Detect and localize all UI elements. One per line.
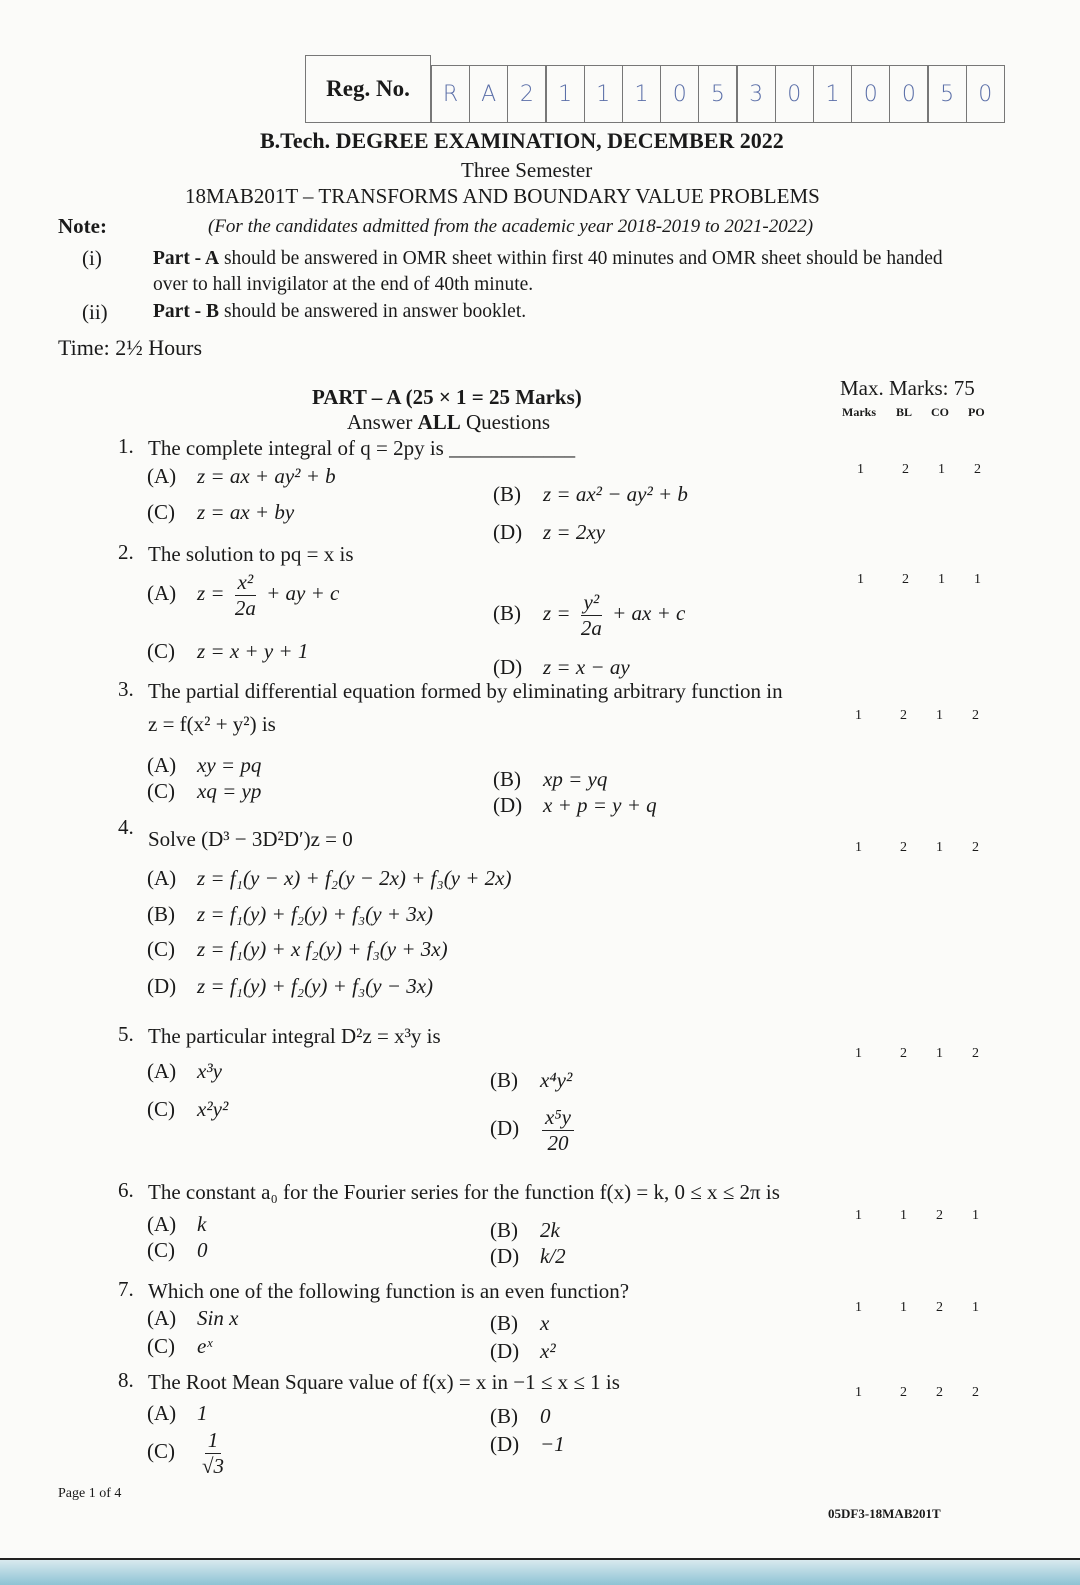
option-expression [197, 1428, 229, 1478]
option-d [490, 1105, 576, 1156]
marks-value: 1 [855, 1208, 862, 1223]
co-value: 1 [938, 462, 945, 477]
option-label: (A) [147, 1306, 177, 1330]
note-i-line1: should be answered in OMR sheet within first 40 minutes and OMR sheet should be handed [219, 248, 943, 269]
option-label: (D) [493, 655, 523, 679]
option-label: (C) [147, 937, 175, 961]
option-label: (A) [147, 866, 177, 890]
option-text: x³y [197, 1059, 222, 1083]
option-expression [540, 1105, 576, 1155]
col-marks: Marks [842, 405, 876, 419]
option-label: (B) [493, 482, 521, 506]
option-label: (C) [147, 1238, 175, 1262]
option-a [147, 1306, 238, 1331]
option-d [490, 1339, 556, 1364]
question-number: 6. [118, 1178, 134, 1202]
option-text: −1 [540, 1432, 565, 1456]
option-text: x⁴y² [540, 1068, 573, 1092]
fraction [542, 1105, 574, 1156]
expr-prefix: z = [197, 581, 230, 606]
option-label: (A) [147, 1212, 177, 1236]
admitted-note: (For the candidates admitted from the academic year 2018-2019 to 2021-2022) [208, 216, 814, 237]
option-b [493, 590, 685, 641]
question-text: The particular integral D²z = x³y is [148, 1024, 441, 1048]
co-value: 1 [936, 840, 943, 855]
option-text: x²y² [197, 1097, 229, 1121]
reg-digit: 0 [851, 65, 890, 123]
option-a [147, 1401, 208, 1426]
col-po: PO [968, 405, 985, 419]
instruction-pre: Answer [347, 410, 418, 434]
reg-digit: 5 [698, 65, 737, 123]
option-b [493, 482, 688, 507]
option-label: (C) [147, 500, 175, 524]
denominator: 2a [234, 596, 256, 620]
option-b [490, 1311, 549, 1336]
option-text: z = f₁(y) + f₂(y) + f₃(y − 3x) [197, 974, 434, 998]
option-c [147, 639, 308, 664]
option-label: (D) [493, 793, 523, 817]
option-label: (D) [490, 1432, 520, 1456]
numerator: x² [235, 570, 257, 596]
marks-value: 1 [857, 462, 864, 477]
option-b [493, 767, 607, 792]
option-d [490, 1432, 565, 1457]
po-value: 2 [974, 462, 981, 477]
option-text: xy = pq [197, 753, 262, 777]
option-c [147, 937, 448, 962]
numerator: x⁵y [542, 1105, 574, 1131]
option-label: (D) [147, 974, 177, 998]
bl-value: 2 [900, 840, 907, 855]
option-text: 1 [197, 1401, 208, 1425]
option-label: (C) [147, 1097, 175, 1121]
option-c [147, 1238, 208, 1263]
option-label: (A) [147, 753, 177, 777]
option-text: z = 2xy [543, 520, 605, 544]
option-text: z = ax + by [197, 500, 295, 524]
bl-value: 2 [900, 708, 907, 723]
reg-digit: 5 [928, 65, 967, 123]
option-text: x² [540, 1339, 556, 1363]
expr-suffix: + ay + c [260, 581, 340, 606]
bl-value: 2 [902, 462, 909, 477]
col-co: CO [931, 405, 949, 419]
option-text: eˣ [197, 1334, 213, 1358]
option-label: (C) [147, 779, 175, 803]
question-number: 7. [118, 1277, 134, 1301]
option-label: (B) [493, 767, 521, 791]
option-d [490, 1244, 566, 1269]
reg-no-box [305, 55, 1005, 125]
option-a [147, 866, 512, 891]
option-c [147, 500, 294, 525]
option-label: (A) [147, 1059, 177, 1083]
page-number: Page 1 of 4 [58, 1486, 122, 1501]
option-c [147, 1334, 212, 1359]
option-label: (C) [147, 639, 175, 663]
bl-value: 2 [902, 572, 909, 587]
option-label: (A) [147, 581, 177, 606]
question-number: 5. [118, 1022, 134, 1046]
fraction [232, 570, 259, 621]
option-label: (B) [490, 1404, 518, 1428]
course-title: 18MAB201T – TRANSFORMS AND BOUNDARY VALUE PROBLEMS [185, 184, 820, 208]
note-label: Note: [58, 214, 107, 238]
question-text: The Root Mean Square value of f(x) = x in −1 ≤ x ≤ 1 is [148, 1370, 620, 1394]
reg-digit: R [431, 65, 470, 123]
option-expression [197, 570, 340, 620]
reg-digit: 0 [775, 65, 814, 123]
co-value: 1 [938, 572, 945, 587]
question-text: Solve (D³ − 3D²D′)z = 0 [148, 827, 353, 851]
co-value: 2 [936, 1208, 943, 1223]
option-expression [543, 590, 686, 640]
po-value: 2 [972, 1046, 979, 1061]
option-a [147, 570, 339, 621]
po-value: 1 [972, 1208, 979, 1223]
col-bl: BL [896, 405, 913, 419]
option-text: x [540, 1311, 550, 1335]
denominator: 20 [547, 1131, 569, 1155]
marks-value: 1 [855, 1046, 862, 1061]
question-text: The constant a₀ for the Fourier series for the function f(x) = k, 0 ≤ x ≤ 2π is [148, 1180, 780, 1204]
question-number: 2. [118, 540, 134, 564]
option-a [147, 1059, 222, 1084]
option-d [493, 793, 657, 818]
note-i-number: (i) [82, 246, 102, 270]
question-text: The solution to pq = x is [148, 542, 354, 566]
option-text: z = f₁(y) + f₂(y) + f₃(y + 3x) [197, 902, 434, 926]
option-text: 2k [540, 1218, 560, 1242]
question-number: 8. [118, 1368, 134, 1392]
fraction [578, 590, 605, 641]
reg-digit: 3 [737, 65, 776, 123]
option-label: (B) [493, 601, 521, 626]
note-i-line2: over to hall invigilator at the end of 40th minute. [153, 274, 534, 295]
max-marks: Max. Marks: 75 [840, 376, 975, 400]
option-label: (C) [147, 1439, 175, 1464]
part-title: PART – A (25 × 1 = 25 Marks) [312, 385, 582, 409]
numerator: 1 [205, 1428, 222, 1454]
option-text: 0 [540, 1404, 551, 1428]
scan-strip [0, 1560, 1080, 1585]
question-text: Which one of the following function is an even function? [148, 1279, 630, 1303]
bl-value: 1 [900, 1300, 907, 1315]
option-label: (D) [490, 1116, 520, 1141]
note-ii [153, 301, 526, 323]
po-value: 2 [972, 840, 979, 855]
co-value: 2 [936, 1385, 943, 1400]
question-text: The complete integral of q = 2py is ____________ [148, 436, 576, 460]
option-text: k [197, 1212, 207, 1236]
denominator: 2a [580, 616, 602, 640]
note-ii-number: (ii) [82, 300, 108, 324]
expr-prefix: z = [543, 601, 576, 626]
question-number: 4. [118, 815, 134, 839]
reg-no-label: Reg. No. [305, 55, 431, 123]
denominator: √3 [202, 1454, 225, 1478]
option-text: z = ax + ay² + b [197, 464, 336, 488]
numerator: y² [581, 590, 603, 616]
option-label: (D) [490, 1339, 520, 1363]
option-label: (A) [147, 1401, 177, 1425]
marks-value: 1 [855, 840, 862, 855]
po-value: 1 [974, 572, 981, 587]
reg-digit: 2 [507, 65, 546, 123]
option-text: z = x − ay [543, 655, 630, 679]
option-text: Sin x [197, 1306, 239, 1330]
question-text: The partial differential equation formed by eliminating arbitrary function in [148, 679, 783, 703]
option-a [147, 464, 336, 489]
fraction [199, 1428, 227, 1479]
semester: Three Semester [461, 158, 593, 182]
po-value: 1 [972, 1300, 979, 1315]
reg-digit: 0 [889, 65, 928, 123]
option-text: z = f₁(y) + x f₂(y) + f₃(y + 3x) [197, 937, 448, 961]
option-c [147, 1428, 229, 1479]
option-d [147, 974, 433, 999]
exam-title: B.Tech. DEGREE EXAMINATION, DECEMBER 2022 [260, 128, 784, 153]
instruction-bold: ALL [417, 410, 461, 434]
option-c [147, 779, 261, 804]
question-number: 1. [118, 434, 134, 458]
po-value: 2 [972, 708, 979, 723]
option-d [493, 655, 630, 680]
reg-digit: 0 [966, 65, 1005, 123]
co-value: 1 [936, 1046, 943, 1061]
expr-suffix: + ax + c [606, 601, 686, 626]
option-label: (B) [147, 902, 175, 926]
co-value: 2 [936, 1300, 943, 1315]
bl-value: 2 [900, 1385, 907, 1400]
reg-digit: 1 [584, 65, 623, 123]
question-text: z = f(x² + y²) is [148, 712, 276, 736]
note-i [153, 248, 943, 270]
reg-digit: 1 [546, 65, 585, 123]
option-a [147, 1212, 206, 1237]
option-d [493, 520, 605, 545]
bl-value: 1 [900, 1208, 907, 1223]
marks-value: 1 [857, 572, 864, 587]
paper-code: 05DF3-18MAB201T [828, 1506, 941, 1521]
option-text: 0 [197, 1238, 208, 1262]
option-label: (B) [490, 1218, 518, 1242]
option-text: z = ax² − ay² + b [543, 482, 688, 506]
note-i-bold: Part - A [153, 248, 220, 269]
bl-value: 2 [900, 1046, 907, 1061]
instruction-post: Questions [460, 410, 551, 434]
note-ii-text: should be answered in answer booklet. [219, 301, 527, 322]
option-label: (B) [490, 1068, 518, 1092]
reg-digit: 0 [660, 65, 699, 123]
reg-digit: A [469, 65, 508, 123]
option-c [147, 1097, 228, 1122]
part-instruction [347, 410, 550, 435]
option-b [490, 1068, 572, 1093]
option-text: xq = yp [197, 779, 262, 803]
option-text: k/2 [540, 1244, 566, 1268]
reg-digit: 1 [622, 65, 661, 123]
option-label: (D) [493, 520, 523, 544]
po-value: 2 [972, 1385, 979, 1400]
option-text: x + p = y + q [543, 793, 657, 817]
option-text: xp = yq [543, 767, 608, 791]
co-value: 1 [936, 708, 943, 723]
option-b [490, 1218, 560, 1243]
marks-value: 1 [855, 1300, 862, 1315]
option-text: z = x + y + 1 [197, 639, 309, 663]
marks-value: 1 [855, 1385, 862, 1400]
question-number: 3. [118, 677, 134, 701]
option-b [490, 1404, 551, 1429]
option-label: (A) [147, 464, 177, 488]
reg-digit: 1 [813, 65, 852, 123]
option-label: (B) [490, 1311, 518, 1335]
marks-value: 1 [855, 708, 862, 723]
option-label: (D) [490, 1244, 520, 1268]
option-label: (C) [147, 1334, 175, 1358]
time: Time: 2½ Hours [58, 335, 203, 360]
option-a [147, 753, 261, 778]
option-b [147, 902, 433, 927]
note-ii-bold: Part - B [153, 301, 220, 322]
option-text: z = f₁(y − x) + f₂(y − 2x) + f₃(y + 2x) [197, 866, 512, 890]
